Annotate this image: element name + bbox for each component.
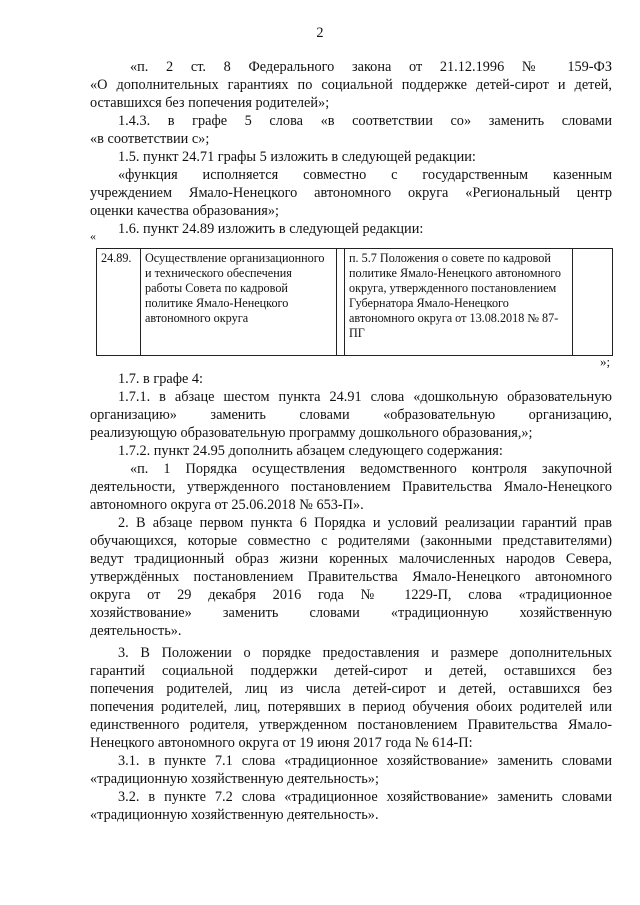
document-body-top <box>90 58 612 238</box>
paragraph <box>90 788 612 824</box>
text-line: деятельности, утвержденного постановлением Правительства Ямало-Ненецкого <box>90 479 612 495</box>
text-line: 1.7. в графе 4: <box>118 371 204 387</box>
text-line: «О дополнительных гарантиях по социальной поддержке детей-сирот и детей, <box>90 77 612 93</box>
paragraph <box>90 220 612 238</box>
paragraph <box>90 644 612 752</box>
text-line: ведут традиционный образ жизни коренных малочисленных народов Севера, <box>90 551 612 567</box>
text-line: «традиционную хозяйственную деятельность»; <box>90 771 379 787</box>
text-line: «п. 1 Порядка осуществления ведомственного контроля закупочной <box>130 461 612 477</box>
paragraph <box>90 752 612 788</box>
text-line: 3.2. в пункте 7.2 слова «традиционное хозяйствование» заменить словами <box>118 789 612 805</box>
row-basis-cell: п. 5.7 Положения о совете по кадровой политике Ямало-Ненецкого автономного округа, утвержденного постановлением Губернатора Ямало-Ненецкого автономного округа от 13.08.2018 № 87-ПГ <box>345 249 573 356</box>
table-close-quote: »; <box>600 354 611 369</box>
paragraph <box>90 514 612 640</box>
text-line: «в соответствии с»; <box>90 131 210 147</box>
paragraph <box>90 148 612 166</box>
document-body-bottom <box>90 370 612 824</box>
text-line: 1.7.1. в абзаце шестом пункта 24.91 слова «дошкольную образовательную <box>118 389 612 405</box>
row-number-cell: 24.89. <box>97 249 141 356</box>
text-line: деятельность». <box>90 623 182 639</box>
text-line: 1.4.3. в графе 5 слова «в соответствии со» заменить словами <box>118 113 612 129</box>
table-row <box>97 249 613 356</box>
text-line: 1.5. пункт 24.71 графы 5 изложить в следующей редакции: <box>118 149 476 165</box>
paragraph <box>90 460 612 514</box>
text-line: 1.6. пункт 24.89 изложить в следующей редакции: <box>118 221 424 237</box>
text-line: попечения родителей, лиц, потерявших в период обучения обоих родителей или <box>90 699 612 715</box>
text-line: 1.7.2. пункт 24.95 дополнить абзацем следующего содержания: <box>118 443 503 459</box>
text-line: попечения родителей, лиц из числа детей-сирот и детей, оставшихся без <box>90 681 612 697</box>
text-line: Ненецкого автономного округа от 19 июня 2017 года № 614-П: <box>90 735 473 751</box>
paragraph <box>90 58 612 112</box>
paragraph <box>90 166 612 220</box>
page-number: 2 <box>316 25 324 41</box>
text-line: утверждённых постановлением Правительства Ямало-Ненецкого автономного <box>90 569 612 585</box>
amendment-table <box>96 248 613 356</box>
text-line: оценки качества образования»; <box>90 203 279 219</box>
text-line: «традиционную хозяйственную деятельность». <box>90 807 379 823</box>
row-empty-cell <box>337 249 345 356</box>
text-line: реализующую образовательную программу дошкольного образования,»; <box>90 425 533 441</box>
row-empty-cell-2 <box>573 249 613 356</box>
text-line: «функция исполняется совместно с государственным казенным <box>118 167 612 183</box>
text-line: 3.1. в пункте 7.1 слова «традиционное хозяйствование» заменить словами <box>118 753 612 769</box>
text-line: 2. В абзаце первом пункта 6 Порядка и условий реализации гарантий прав <box>118 515 612 531</box>
text-line: 3. В Положении о порядке предоставления и размере дополнительных <box>118 645 612 661</box>
text-line: организацию» заменить словами «образовательную организацию, <box>90 407 612 423</box>
text-line: единственного родителя, утвержденном постановлением Правительства Ямало- <box>90 717 612 733</box>
table-open-quote: « <box>90 229 96 243</box>
paragraph <box>90 442 612 460</box>
text-line: учреждением Ямало-Ненецкого автономного округа «Региональный центр <box>90 185 612 201</box>
row-description-cell: Осуществление организационного и технического обеспечения работы Совета по кадровой политике Ямало-Ненецкого автономного округа <box>141 249 337 356</box>
paragraph <box>90 112 612 148</box>
text-line: автономного округа от 25.06.2018 № 653-П». <box>90 497 364 513</box>
text-line: обучающихся, которые совместно с родителями (законными представителями) <box>90 533 612 549</box>
text-line: округа от 29 декабря 2016 года № 1229-П, слова «традиционное <box>90 587 612 603</box>
text-line: оставшихся без попечения родителей»; <box>90 95 330 111</box>
text-line: «п. 2 ст. 8 Федерального закона от 21.12.1996 № 159-ФЗ <box>130 59 612 75</box>
paragraph <box>90 388 612 442</box>
text-line: гарантий социальной поддержки детей-сирот и детей, оставшихся без <box>90 663 612 679</box>
text-line: хозяйствование» заменить словами «традиционную хозяйственную <box>90 605 612 621</box>
paragraph <box>90 370 612 388</box>
